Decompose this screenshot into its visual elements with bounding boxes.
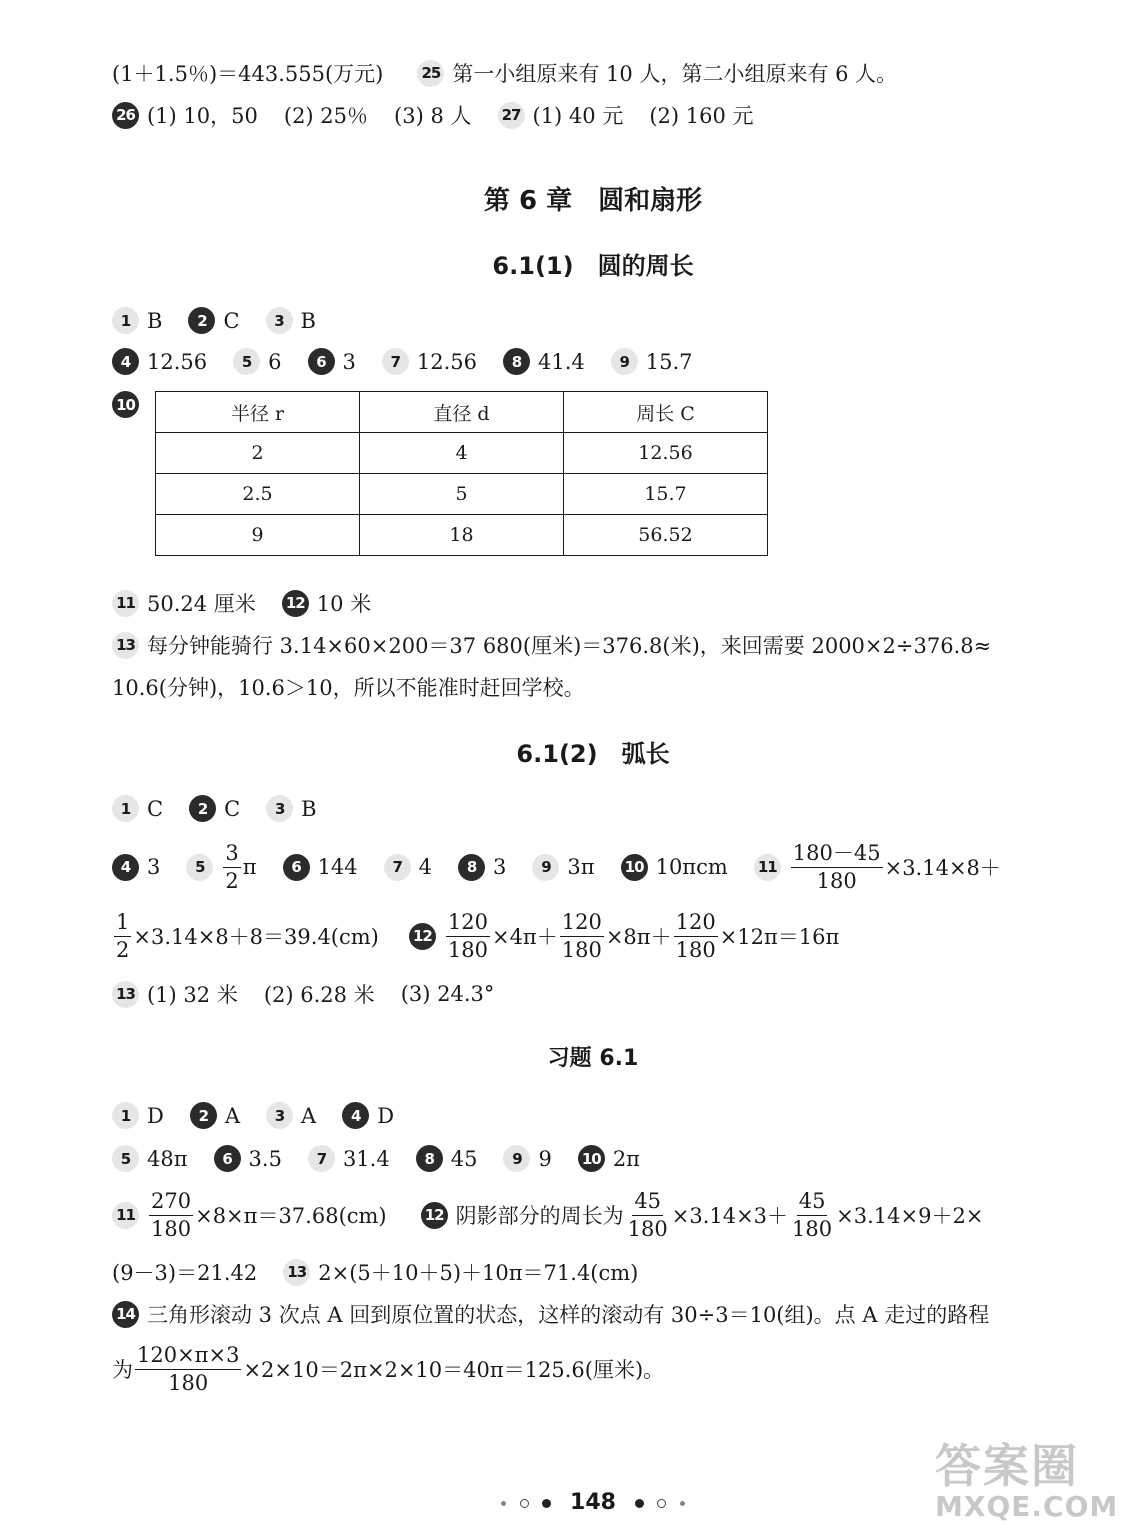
table-cell: 2.5 [156, 474, 360, 515]
question-badge-14: 14 [112, 1301, 139, 1328]
question-badge-11: 11 [112, 590, 139, 617]
fraction-numerator: 120 [674, 911, 718, 936]
answer: C [223, 308, 240, 333]
fraction-denominator: 180 [792, 1216, 833, 1241]
chapter-title: 第 6 章 圆和扇形 [483, 186, 703, 216]
answer: D [147, 1103, 164, 1128]
dot-icon [520, 1499, 529, 1508]
answer-10: 10πcm [655, 855, 728, 879]
answer: D [377, 1103, 395, 1128]
s1-row-2 [112, 348, 693, 375]
question-badge-12: 12 [409, 923, 436, 950]
answer-7: 4 [418, 855, 433, 879]
answer: B [147, 308, 163, 333]
question-badge-5: 5 [186, 854, 213, 881]
answer-6: 144 [317, 855, 358, 879]
table-cell: 4 [360, 433, 564, 474]
fraction-denominator: 180 [168, 1370, 209, 1395]
watermark [935, 1430, 1118, 1523]
fraction-denominator: 2 [225, 868, 239, 893]
s3-row-2 [112, 1145, 640, 1172]
question-badge: 9 [611, 348, 638, 375]
table-cell: 18 [360, 515, 564, 556]
question-badge-12: 12 [421, 1202, 448, 1229]
answer-11-cont: ×3.14×8＋8＝39.4(cm) [133, 925, 379, 949]
watermark-text: 答案圈 [935, 1439, 1079, 1493]
fraction [560, 911, 604, 960]
fraction [135, 1344, 241, 1393]
question-badge: 1 [112, 307, 139, 334]
answer: 12.56 [147, 349, 208, 374]
section-title-6-1-2: 6.1(2) 弧长 [516, 740, 670, 768]
answer-line-2 [112, 100, 754, 130]
dot-icon [635, 1499, 644, 1508]
fraction-denominator: 180 [447, 937, 488, 962]
answer: A [301, 1103, 317, 1128]
fraction [149, 1190, 193, 1239]
question-badge: 3 [266, 1102, 293, 1129]
table-row [156, 474, 768, 515]
question-badge: 6 [308, 348, 335, 375]
question-badge-25: 25 [417, 60, 444, 87]
answer: 9 [538, 1146, 552, 1171]
fraction-denominator: 180 [151, 1216, 192, 1241]
answer-12-part: ×3.14×3＋ [671, 1204, 789, 1228]
answer-8: 3 [493, 855, 507, 879]
answer-5-tail: π [242, 855, 257, 879]
answer: 48π [147, 1146, 188, 1171]
fraction-numerator: 3 [223, 842, 240, 867]
answer-27-1: (1) 40 元 [532, 104, 624, 128]
answer: C [224, 796, 241, 821]
dot-icon [680, 1501, 685, 1506]
fraction [446, 911, 490, 960]
answer-13-2: (2) 6.28 米 [263, 983, 375, 1007]
question-badge-11: 11 [754, 854, 781, 881]
question-badge-11: 11 [112, 1202, 139, 1229]
answer: C [147, 796, 164, 821]
fraction [626, 1190, 670, 1239]
answer-4: 3 [147, 855, 161, 879]
fraction-numerator: 1 [114, 911, 131, 936]
dot-icon [657, 1499, 666, 1508]
s3-row-4 [112, 1257, 638, 1287]
answer: B [300, 308, 316, 333]
fraction-numerator: 120×π×3 [135, 1344, 241, 1369]
s3-row-3 [112, 1186, 983, 1244]
s3-row-1 [112, 1102, 394, 1129]
watermark-url: MXQE.COM [935, 1490, 1119, 1523]
question-badge-12: 12 [282, 590, 309, 617]
question-badge: 4 [112, 348, 139, 375]
question-badge: 7 [382, 348, 409, 375]
answer: 6 [268, 349, 282, 374]
dot-icon [542, 1499, 551, 1508]
answer-27-2: (2) 160 元 [649, 104, 754, 128]
answer-11: ×8×π＝37.68(cm) [195, 1204, 387, 1228]
answer-13-3: (3) 24.3° [400, 982, 495, 1006]
table-cell: 9 [156, 515, 360, 556]
answer-9: 3π [567, 855, 595, 879]
fraction-numerator: 120 [560, 911, 604, 936]
question-badge: 5 [112, 1145, 139, 1172]
fraction-denominator: 180 [675, 937, 716, 962]
question-badge-4: 4 [112, 854, 139, 881]
question-badge: 8 [503, 348, 530, 375]
question-badge: 8 [416, 1145, 443, 1172]
fraction-denominator: 180 [816, 868, 857, 893]
fraction [674, 911, 718, 960]
question-badge-13: 13 [283, 1259, 310, 1286]
s1-row-6 [112, 672, 585, 702]
question-badge-10: 10 [621, 854, 648, 881]
dot-icon [501, 1501, 506, 1506]
fraction [223, 842, 240, 891]
answer-13-1: (1) 32 米 [147, 983, 238, 1007]
answer: 31.4 [342, 1146, 390, 1171]
answer-12-part: ×4π＋ [491, 925, 558, 949]
answer-line-1 [112, 58, 897, 88]
fraction-numerator: 270 [149, 1190, 193, 1215]
answer-24-tail: (1＋1.5％)＝443.555(万元) [112, 62, 384, 86]
question-badge-26: 26 [112, 102, 139, 129]
answer-12-pre: 阴影部分的周长为 [455, 1204, 624, 1228]
answer-12: 10 米 [316, 592, 372, 616]
s2-row-2 [112, 839, 1001, 895]
answer: 3.5 [248, 1146, 282, 1171]
answer-26-1: (1) 10，50 [147, 104, 258, 128]
table-header-cell: 直径 d [360, 392, 564, 433]
fraction [114, 911, 131, 960]
section-title-6-1-1: 6.1(1) 圆的周长 [492, 252, 694, 280]
answer-14-pre: 为 [112, 1358, 133, 1382]
fraction [791, 842, 883, 891]
answer-11: 50.24 厘米 [147, 592, 256, 616]
s1-row-5 [112, 630, 991, 660]
fraction-numerator: 45 [632, 1190, 663, 1215]
answer: 3 [342, 349, 356, 374]
answer-13-line-1: 每分钟能骑行 3.14×60×200＝37 680(厘米)＝376.8(米)，来回需要 2000×2÷376.8≈ [147, 634, 992, 658]
question-badge: 6 [214, 1145, 241, 1172]
table-header-row [156, 392, 768, 433]
answer-14-line-1: 三角形滚动 3 次点 A 回到原位置的状态，这样的滚动有 30÷3＝10(组)。点 A 走过的路程 [147, 1303, 990, 1327]
question-badge: 3 [266, 307, 293, 334]
answer: 12.56 [416, 349, 477, 374]
fraction [790, 1190, 834, 1239]
answer-11-tail: ×3.14×8＋ [884, 856, 1001, 880]
table-cell: 2 [156, 433, 360, 474]
fraction-denominator: 2 [116, 937, 130, 962]
table-row [156, 433, 768, 474]
answer: 45 [450, 1146, 478, 1171]
question-badge-13: 13 [112, 632, 139, 659]
answer-25: 第一小组原来有 10 人，第二小组原来有 6 人。 [452, 62, 898, 86]
question-badge-9: 9 [532, 854, 559, 881]
s2-row-3 [112, 908, 839, 964]
answer-26-2: (2) 25％ [283, 104, 369, 128]
answer-14-tail: ×2×10＝2π×2×10＝40π＝125.6(厘米)。 [243, 1358, 665, 1382]
answer: 15.7 [645, 349, 693, 374]
s2-row-4 [112, 979, 494, 1009]
s2-row-1 [112, 795, 317, 822]
fraction-denominator: 180 [627, 1216, 668, 1241]
section-title-exercise-6-1: 习题 6.1 [547, 1046, 639, 1071]
answer: A [224, 1103, 241, 1128]
question-badge: 5 [233, 348, 260, 375]
fraction-denominator: 180 [561, 937, 602, 962]
circle-table [155, 391, 768, 556]
s1-row-3 [112, 391, 147, 418]
page-number: 148 [570, 1490, 616, 1515]
question-badge-10: 10 [112, 391, 139, 418]
s1-row-1 [112, 307, 316, 334]
fraction-numerator: 120 [446, 911, 490, 936]
answer-12-part: ×12π＝16π [719, 925, 840, 949]
question-badge-6: 6 [283, 854, 310, 881]
question-badge: 2 [189, 795, 216, 822]
table-header-cell: 半径 r [156, 392, 360, 433]
s3-row-5 [112, 1299, 989, 1329]
answer-12-part: ×3.14×9＋2× [836, 1204, 984, 1228]
answer: 2π [612, 1146, 640, 1171]
question-badge: 2 [190, 1102, 217, 1129]
fraction-numerator: 45 [797, 1190, 828, 1215]
question-badge-7: 7 [384, 854, 411, 881]
table-cell: 56.52 [564, 515, 768, 556]
question-badge: 7 [308, 1145, 335, 1172]
question-badge: 9 [503, 1145, 530, 1172]
question-badge-13: 13 [112, 981, 139, 1008]
table-row [156, 515, 768, 556]
table-cell: 15.7 [564, 474, 768, 515]
question-badge-27: 27 [498, 102, 525, 129]
question-badge: 3 [266, 795, 293, 822]
answer-26-3: (3) 8 人 [394, 104, 472, 128]
answer-12-part: ×8π＋ [605, 925, 672, 949]
table-cell: 5 [360, 474, 564, 515]
question-badge: 4 [342, 1102, 369, 1129]
question-badge: 10 [578, 1145, 605, 1172]
answer: B [301, 796, 317, 821]
s1-row-4 [112, 588, 371, 618]
answer-13-line-2: 10.6(分钟)，10.6＞10，所以不能准时赶回学校。 [112, 676, 585, 700]
answer-12-cont: (9－3)＝21.42 [112, 1261, 258, 1285]
answer-13: 2×(5＋10＋5)＋10π＝71.4(cm) [318, 1261, 639, 1285]
question-badge: 1 [112, 1102, 139, 1129]
table-cell: 12.56 [564, 433, 768, 474]
answer: 41.4 [538, 349, 585, 374]
question-badge: 2 [188, 307, 215, 334]
question-badge-8: 8 [458, 854, 485, 881]
question-badge: 1 [112, 795, 139, 822]
fraction-numerator: 180－45 [791, 842, 883, 867]
table-header-cell: 周长 C [564, 392, 768, 433]
s3-row-6 [112, 1340, 664, 1398]
